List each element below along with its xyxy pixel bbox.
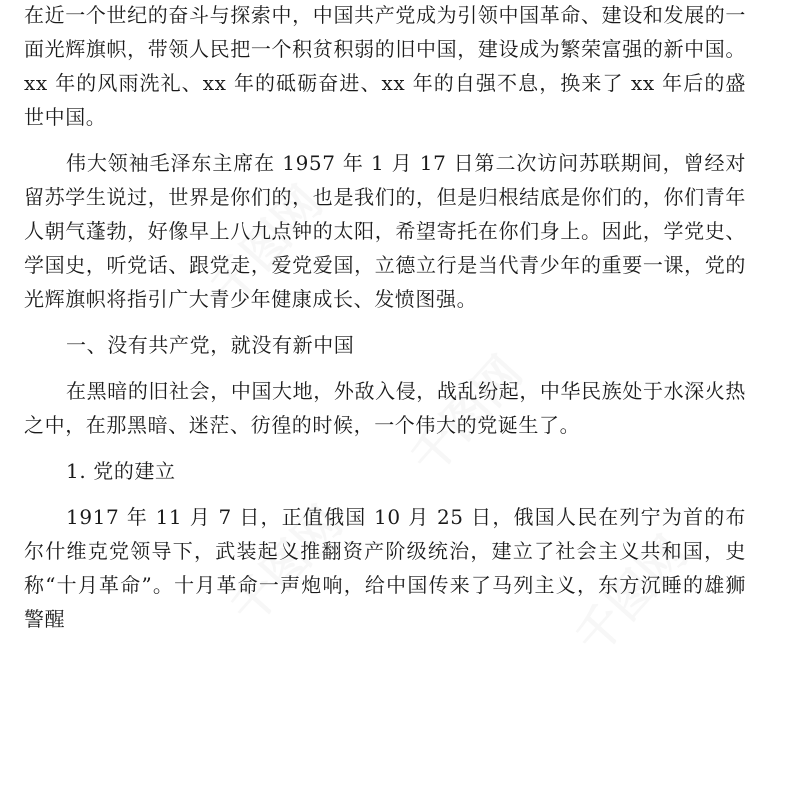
section-heading: 一、没有共产党，就没有新中国 [66,333,355,357]
watermark: 千图网 [399,345,533,485]
paragraph-mao-quote: 伟大领袖毛泽东主席在 1957 年 1 月 17 日第二次访问苏联期间，曾经对留苏学生说过，世界是你们的，也是我们的，但是归根结底是你们的，你们青年人朝气蓬勃，好像早上八九点钟的太阳，希望寄托在你们身上。因此，学党史、学国史，听党话、跟党走，爱党爱国，立德立行是当代青少年的重要一课，党的光辉旗帜将指引广大青少年健康成长、发愤图强。 [24,151,746,311]
subsection-heading: 1. 党的建立 [66,459,176,483]
paragraph-old-society: 在黑暗的旧社会，中国大地，外敌入侵，战乱纷起，中华民族处于水深火热之中，在那黑暗、迷茫、彷徨的时候，一个伟大的党诞生了。 [24,379,746,437]
paragraph-intro: 在近一个世纪的奋斗与探索中，中国共产党成为引领中国革命、建设和发展的一面光辉旗帜，带领人民把一个积贫积弱的旧中国，建设成为繁荣富强的新中国。xx 年的风雨洗礼、xx 年的砥砺奋进、xx 年的自强不息，换来了 xx 年后的盛世中国。 [24,3,746,129]
document-body [24,0,746,636]
watermark: 千图网 [199,175,333,315]
watermark: 千图网 [219,495,353,635]
watermark: 千图网 [564,525,698,665]
paragraph-october-revolution: 1917 年 11 月 7 日，正值俄国 10 月 25 日，俄国人民在列宁为首的布尔什维克党领导下，武装起义推翻资产阶级统治，建立了社会主义共和国，史称“十月革命”。十月革命一声炮响，给中国传来了马列主义，东方沉睡的雄狮警醒 [24,505,746,631]
